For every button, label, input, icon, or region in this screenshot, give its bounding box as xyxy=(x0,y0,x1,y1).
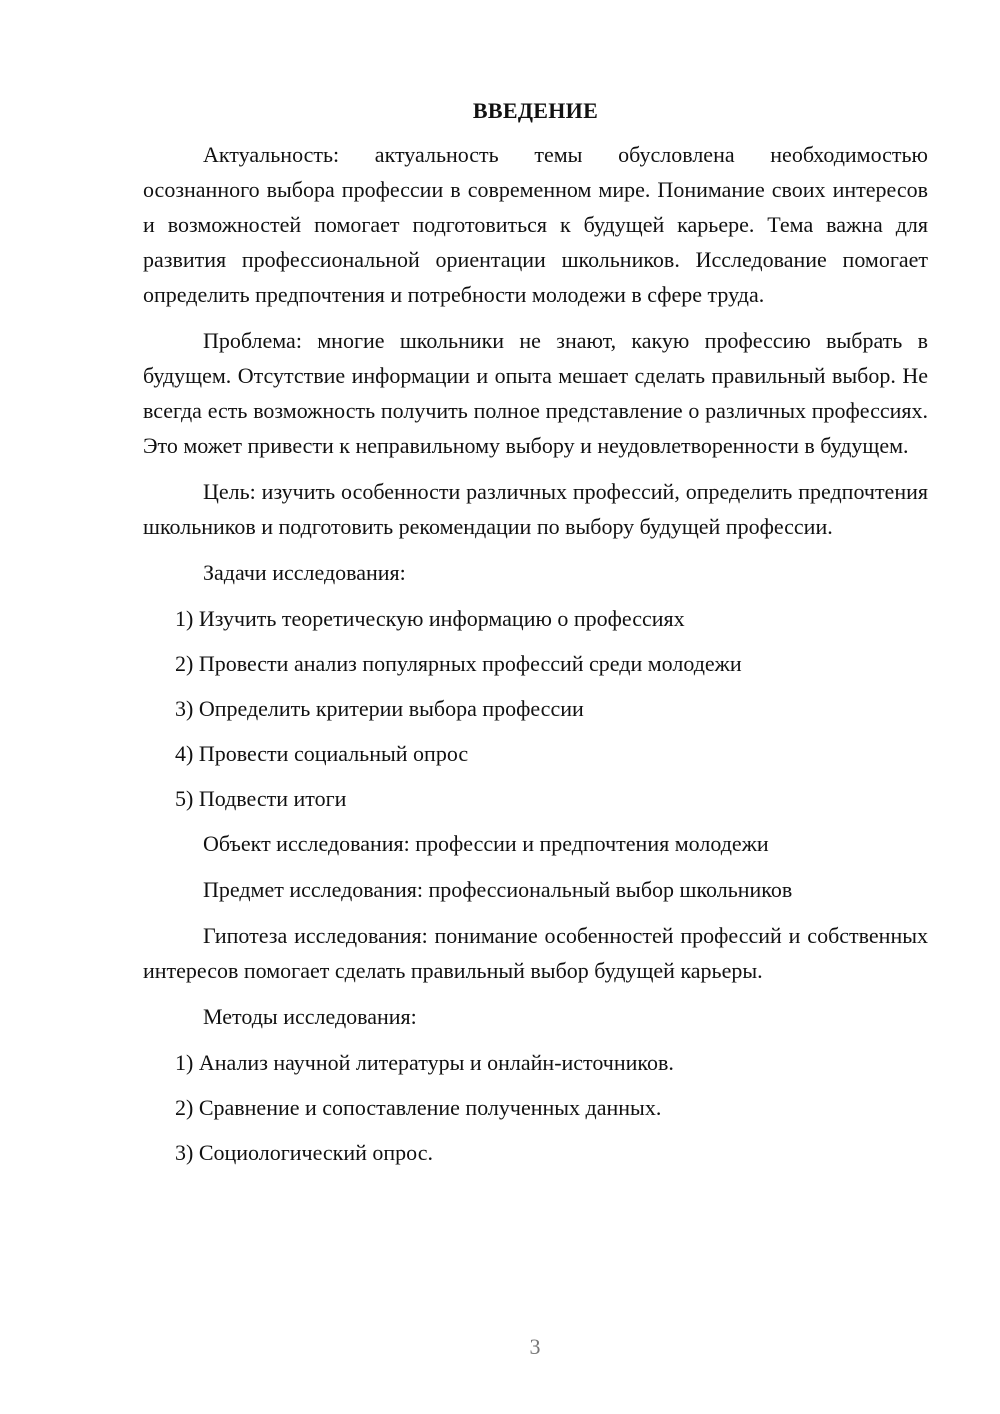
method-item-3: 3) Социологический опрос. xyxy=(175,1140,433,1165)
relevance-paragraph: Актуальность: актуальность темы обусловлена необходимостью осознанного выбора профессии в современном мире. Понимание своих интересов и возможностей помогает подготовиться к будущей карьере. Тема важна для развития профессиональной ориентации школьников. Исследование помогает определить предпочтения и потребности молодежи в сфере труда. xyxy=(143,142,928,307)
page-number: 3 xyxy=(529,1334,541,1359)
tasks-list xyxy=(143,601,928,816)
task-item-2: 2) Провести анализ популярных профессий среди молодежи xyxy=(175,651,742,676)
problem-paragraph: Проблема: многие школьники не знают, какую профессию выбрать в будущем. Отсутствие информации и опыта мешает сделать правильный выбор. Не всегда есть возможность получить полное представление о различных профессиях. Это может привести к неправильному выбору и неудовлетворенности в будущем. xyxy=(143,328,928,458)
methods-list xyxy=(143,1045,928,1170)
page-content xyxy=(143,96,928,1180)
goal-paragraph: Цель: изучить особенности различных профессий, определить предпочтения школьников и подготовить рекомендации по выбору будущей профессии. xyxy=(143,479,928,539)
object-paragraph: Объект исследования: профессии и предпочтения молодежи xyxy=(203,831,769,856)
subject-paragraph: Предмет исследования: профессиональный выбор школьников xyxy=(203,877,793,902)
method-item-1: 1) Анализ научной литературы и онлайн-источников. xyxy=(175,1050,674,1075)
task-item-4: 4) Провести социальный опрос xyxy=(175,741,469,766)
tasks-heading: Задачи исследования: xyxy=(203,560,406,585)
task-item-5: 5) Подвести итоги xyxy=(175,786,347,811)
methods-heading: Методы исследования: xyxy=(203,1004,417,1029)
task-item-3: 3) Определить критерии выбора профессии xyxy=(175,696,584,721)
hypothesis-paragraph: Гипотеза исследования: понимание особенностей профессий и собственных интересов помогает сделать правильный выбор будущей карьеры. xyxy=(143,923,928,983)
method-item-2: 2) Сравнение и сопоставление полученных данных. xyxy=(175,1095,662,1120)
task-item-1: 1) Изучить теоретическую информацию о профессиях xyxy=(175,606,685,631)
page-title: ВВЕДЕНИЕ xyxy=(472,98,599,123)
